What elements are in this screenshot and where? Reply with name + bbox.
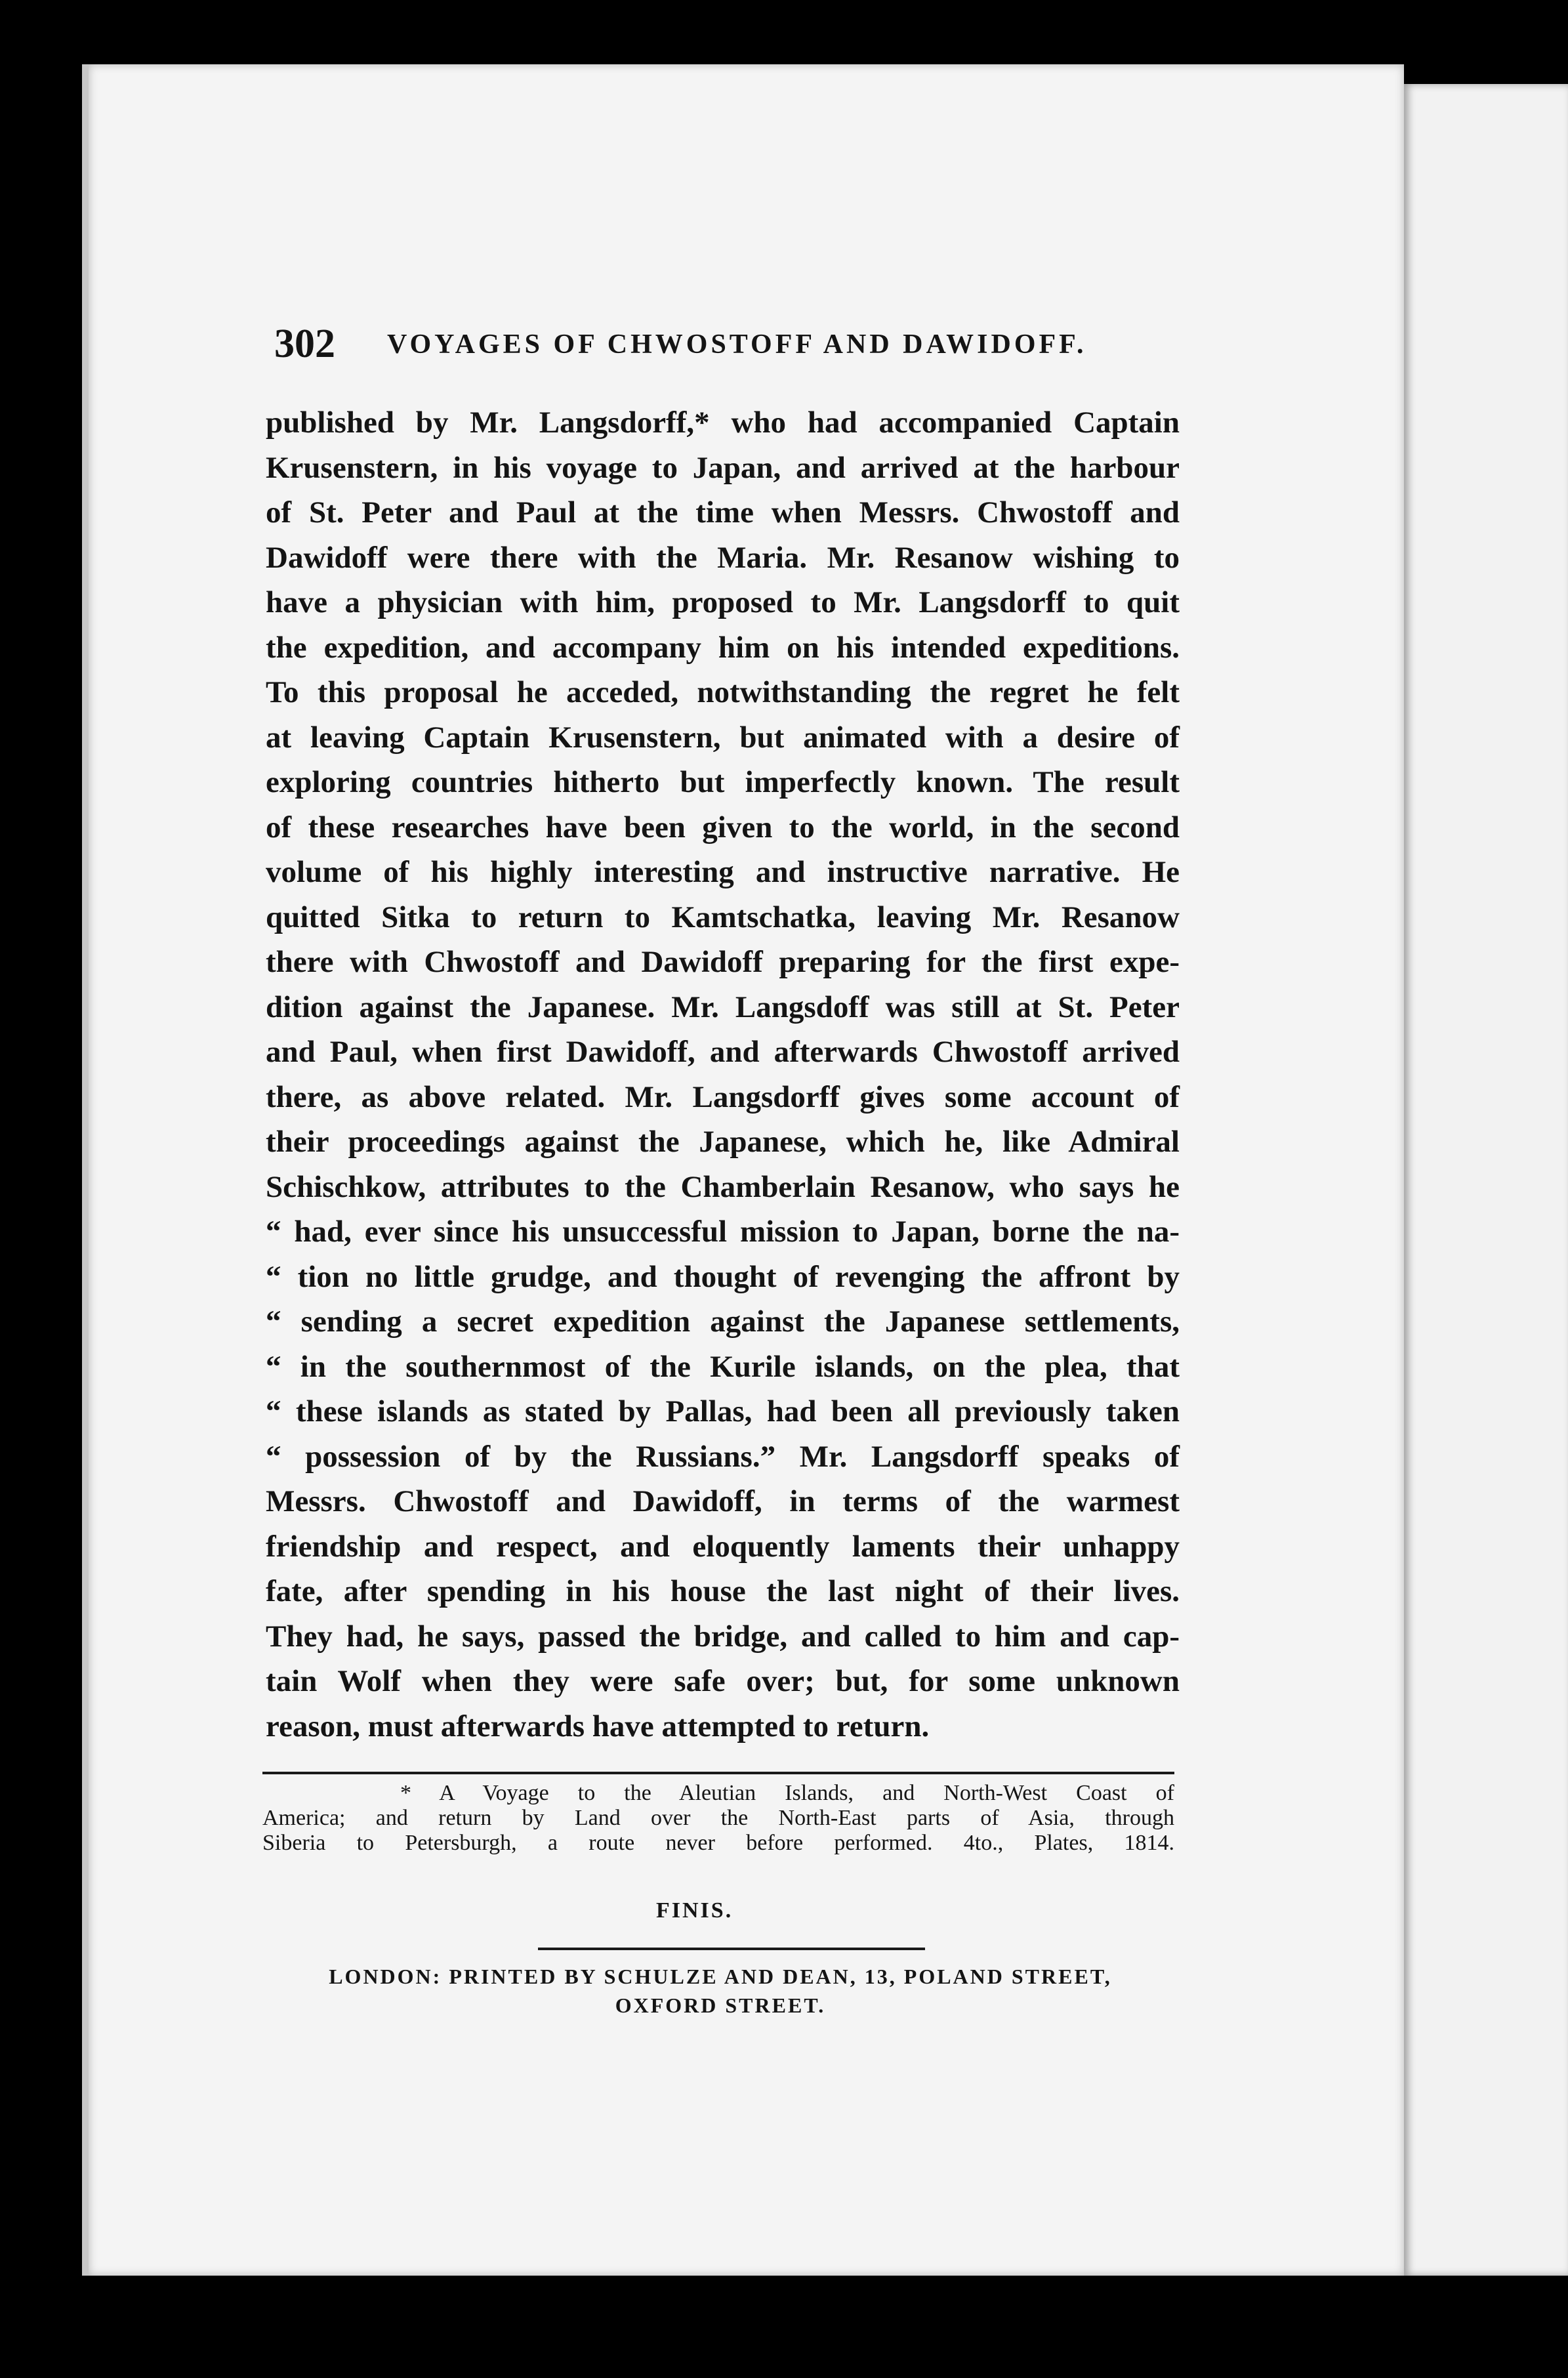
footnote-line: * A Voyage to the Aleutian Islands, and North-West Coast of — [400, 1781, 1174, 1805]
imprint-line: OXFORD STREET. — [615, 1993, 826, 2017]
running-head: VOYAGES OF CHWOSTOFF AND DAWIDOFF. — [387, 329, 1087, 360]
body-line: and Paul, when first Dawidoff, and afterwards Chwostoff arrived — [266, 1035, 1180, 1069]
imprint-line: LONDON: PRINTED BY SCHULZE AND DEAN, 13, POLAND STREET, — [329, 1965, 1112, 1988]
body-line: there, as above related. Mr. Langsdorff gives some account of — [266, 1079, 1180, 1114]
body-line: have a physician with him, proposed to Mr. Langsdorff to quit — [266, 585, 1180, 619]
body-line: “ tion no little grudge, and thought of revenging the affront by — [266, 1259, 1180, 1294]
footnote-line: Siberia to Petersburgh, a route never before performed. 4to., Plates, 1814. — [262, 1831, 1174, 1855]
body-line: “ in the southernmost of the Kurile islands, on the plea, that — [266, 1349, 1180, 1384]
body-line: exploring countries hitherto but imperfectly known. The result — [266, 765, 1180, 799]
body-line: at leaving Captain Krusenstern, but animated with a desire of — [266, 720, 1180, 755]
body-line: “ possession of by the Russians.” Mr. Langsdorff speaks of — [266, 1439, 1180, 1474]
body-line: “ had, ever since his unsuccessful mission to Japan, borne the na- — [266, 1215, 1180, 1249]
body-line: reason, must afterwards have attempted to return. — [266, 1709, 930, 1743]
body-line: there with Chwostoff and Dawidoff preparing for the first expe- — [266, 945, 1180, 979]
finis: FINIS. — [656, 1898, 733, 1923]
footnote — [262, 1781, 1174, 1856]
body-line: friendship and respect, and eloquently laments their unhappy — [266, 1529, 1180, 1564]
body-line: published by Mr. Langsdorff,* who had accompanied Captain — [266, 406, 1180, 440]
body-line: the expedition, and accompany him on his intended expeditions. — [266, 630, 1180, 665]
footnote-line: America; and return by Land over the North-East parts of Asia, through — [262, 1806, 1174, 1830]
body-line: “ sending a secret expedition against the Japanese settlements, — [266, 1304, 1180, 1339]
body-line: tain Wolf when they were safe over; but, for some unknown — [266, 1664, 1180, 1698]
page-header — [274, 320, 1187, 367]
body-line: of St. Peter and Paul at the time when Messrs. Chwostoff and — [266, 495, 1180, 530]
body-line: of these researches have been given to the world, in the second — [266, 810, 1180, 845]
printer-imprint — [287, 1962, 1153, 2020]
imprint-rule — [538, 1948, 925, 1950]
body-line: They had, he says, passed the bridge, and called to him and cap- — [266, 1619, 1180, 1654]
body-line: Messrs. Chwostoff and Dawidoff, in terms of the warmest — [266, 1484, 1180, 1518]
page-right-edge — [1404, 84, 1568, 2276]
page-number: 302 — [274, 322, 335, 366]
body-line: their proceedings against the Japanese, which he, like Admiral — [266, 1125, 1180, 1159]
body-line: To this proposal he acceded, notwithstanding the regret he felt — [266, 675, 1180, 709]
footnote-rule — [262, 1772, 1174, 1774]
body-line: quitted Sitka to return to Kamtschatka, leaving Mr. Resanow — [266, 900, 1180, 934]
body-text — [266, 400, 1180, 1749]
body-line: dition against the Japanese. Mr. Langsdoff was still at St. Peter — [266, 990, 1180, 1024]
body-line: Schischkow, attributes to the Chamberlain Resanow, who says he — [266, 1169, 1180, 1204]
body-line: Krusenstern, in his voyage to Japan, and arrived at the harbour — [266, 450, 1180, 485]
body-line: fate, after spending in his house the last night of their lives. — [266, 1574, 1180, 1608]
body-line: Dawidoff were there with the Maria. Mr. Resanow wishing to — [266, 540, 1180, 575]
body-line: “ these islands as stated by Pallas, had been all previously taken — [266, 1394, 1180, 1429]
body-line: volume of his highly interesting and instructive narrative. He — [266, 855, 1180, 889]
